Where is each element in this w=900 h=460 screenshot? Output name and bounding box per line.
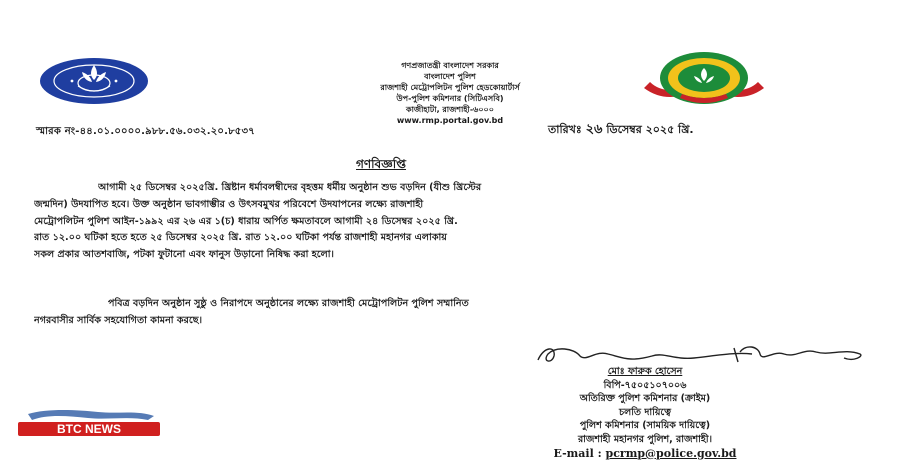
paragraph-1-line: মেট্রোপলিটন পুলিশ আইন-১৯৯২ এর ২৬ এর ১(চ) ধারায় অর্পিত ক্ষমতাবলে আগামী ২৪ ডিসেম্বর ২০২৫ খ্রি.: [34, 215, 458, 227]
memo-ref-handwritten: ৮৫৩৭: [228, 126, 255, 137]
signatory-email: [510, 447, 780, 460]
header-line-office: উপ-পুলিশ কমিশনার (সিটিএসবি): [396, 94, 504, 103]
signatory-name: মোঃ ফারুক হোসেন: [607, 366, 683, 377]
btc-news-logo: [18, 408, 160, 440]
notice-paragraph-1: [34, 180, 786, 264]
signatory-designation: অতিরিক্ত পুলিশ কমিশনার (ক্রাইম): [579, 393, 711, 405]
notice-title: গণবিজ্ঞপ্তি: [356, 157, 407, 171]
paragraph-1-line: রাত ১২.০০ ঘটিকা হতে হতে ২৫ ডিসেম্বর ২০২৫ খ্রি. রাত ১২.০০ ঘটিকা পর্যন্ত রাজশাহী মহানগর এলাকায়: [34, 232, 447, 244]
paragraph-2-line: নগরবাসীর সার্বিক সহযোগিতা কামনা করছে।: [34, 314, 203, 326]
paragraph-1-line: আগামী ২৫ ডিসেম্বর ২০২৫খ্রি. খ্রিষ্টান ধর্মাবলম্বীদের বৃহত্তম ধর্মীয় অনুষ্ঠান শুভ বড়দিন (যীশু খ্রিস্টের: [98, 182, 482, 193]
police-emblem-icon: [38, 56, 150, 106]
rmp-emblem-right: [640, 50, 768, 108]
paragraph-2-line: পবিত্র বড়দিন অনুষ্ঠান সুষ্ঠু ও নিরাপদে অনুষ্ঠানের লক্ষ্যে রাজশাহী মেট্রোপলিটন পুলিশ সম্মানিত: [108, 298, 469, 309]
date-rest: ডিসেম্বর ২০২৫ খ্রি.: [606, 123, 694, 136]
police-emblem-left: [38, 56, 150, 106]
memo-number: [36, 124, 255, 141]
btc-news-logo-text: BTC NEWS: [57, 422, 121, 436]
header-line-police: বাংলাদেশ পুলিশ: [424, 72, 476, 81]
signatory-charge: চলতি দায়িত্বে: [619, 406, 671, 418]
header-line-address: কাজীহাটা, রাজশাহী-৬০০০: [406, 105, 494, 114]
signatory-id: বিপি-৭৫০৫১০৭০০৬: [603, 379, 687, 391]
paragraph-1-line: জন্মদিন) উদযাপিত হবে। উক্ত অনুষ্ঠান ভাবগাম্ভীর ও উৎসবমুখর পরিবেশে উদযাপনের লক্ষ্যে রাজশাহী: [34, 198, 424, 210]
date-day-handwritten: ২৬: [585, 122, 603, 137]
header-line-website: www.rmp.portal.gov.bd: [396, 116, 504, 125]
letterhead: [250, 60, 650, 126]
header-line-hq: রাজশাহী মেট্রোপলিটন পুলিশ হেডকোয়ার্টার্স: [380, 83, 520, 92]
memo-label: স্মারক নং-৪৪.০১.০০০০.৯৮৮.৫৬.০৩২.২০.: [36, 126, 229, 137]
document-date: [548, 120, 694, 141]
header-line-government: গণপ্রজাতন্ত্রী বাংলাদেশ সরকার: [401, 61, 499, 70]
signature-block: [510, 365, 780, 460]
email-label: E-mail :: [553, 446, 602, 460]
signatory-role: পুলিশ কমিশনার (সাময়িক দায়িত্বে): [579, 420, 711, 432]
paragraph-1-line: সকল প্রকার আতশবাজি, পটকা ফুটানো এবং ফানুস উড়ানো নিষিদ্ধ করা হলো।: [34, 249, 334, 261]
email-address[interactable]: pcrmp@police.gov.bd: [605, 446, 737, 460]
rmp-emblem-icon: [640, 50, 768, 108]
signatory-office: রাজশাহী মহানগর পুলিশ, রাজশাহী।: [577, 433, 713, 445]
notice-paragraph-2: [34, 296, 786, 330]
date-label: তারিখঃ: [548, 123, 582, 136]
